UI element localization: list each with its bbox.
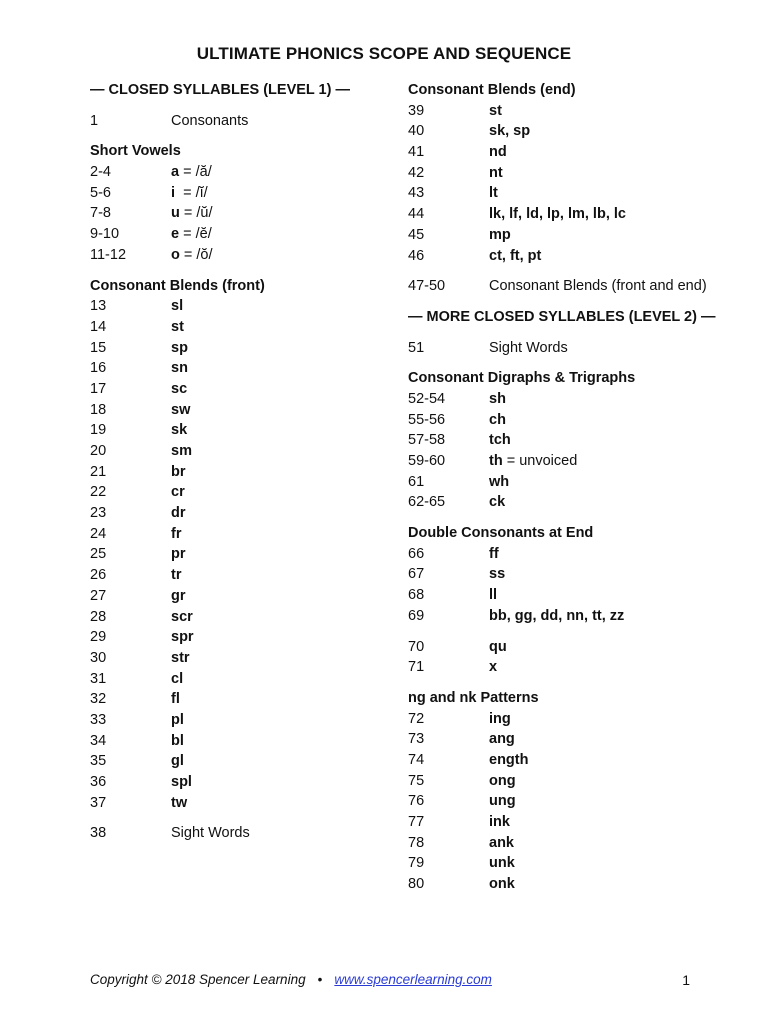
lesson-row-71: [408, 657, 738, 678]
lesson-number: 42: [408, 164, 425, 181]
phonics-pattern: sh: [489, 390, 506, 407]
lesson-number: 35: [90, 753, 107, 770]
lesson-row-15: [90, 338, 390, 359]
lesson-content: [489, 246, 541, 267]
lesson-number: 62-65: [408, 494, 446, 511]
lesson-row-37: [90, 793, 390, 814]
section-heading: Consonant Digraphs & Trigraphs: [408, 370, 636, 387]
phonics-pattern: cr: [171, 484, 185, 501]
lesson-row-9-10: [90, 224, 390, 245]
phonics-pattern: u: [171, 205, 180, 222]
lesson-content: [171, 544, 186, 565]
lesson-number: 67: [408, 566, 425, 583]
lesson-content: [489, 451, 577, 472]
phonics-pattern: lt: [489, 185, 498, 202]
lesson-content: [171, 627, 194, 648]
lesson-row-41: [408, 142, 738, 163]
lesson-row-20: [90, 441, 390, 462]
lesson-row-35: [90, 751, 390, 772]
lesson-number: 30: [90, 649, 107, 666]
lesson-content: [489, 585, 497, 606]
phonics-pattern: sl: [171, 298, 184, 315]
lesson-content: [489, 472, 509, 493]
lesson-number: 24: [90, 525, 107, 542]
phonics-pattern: ll: [489, 587, 498, 604]
page-number: 1: [682, 972, 690, 988]
lesson-row-28: [90, 607, 390, 628]
lesson-content: [489, 771, 516, 792]
lesson-description: = /ŏ/: [179, 246, 213, 263]
lesson-number: 61: [408, 473, 425, 490]
lesson-row-13: [90, 296, 390, 317]
lesson-number: 37: [90, 794, 107, 811]
lesson-row-57-58: [408, 430, 738, 451]
lesson-row-70: [408, 637, 738, 658]
phonics-pattern: ss: [489, 566, 506, 583]
lesson-content: [171, 607, 193, 628]
phonics-pattern: bl: [171, 732, 184, 749]
phonics-pattern: ong: [489, 772, 516, 789]
phonics-pattern: x: [489, 659, 498, 676]
phonics-pattern: onk: [489, 876, 515, 893]
lesson-number: 74: [408, 751, 425, 768]
phonics-pattern: qu: [489, 638, 507, 655]
lesson-number: 41: [408, 144, 425, 161]
phonics-pattern: unk: [489, 855, 515, 872]
phonics-pattern: bb, gg, dd, nn, tt, zz: [489, 607, 625, 624]
phonics-pattern: tr: [171, 567, 182, 584]
lesson-number: 7-8: [90, 205, 111, 222]
phonics-pattern: sw: [171, 401, 191, 418]
phonics-pattern: lk, lf, ld, lp, lm, lb, lc: [489, 206, 626, 223]
lesson-row-67: [408, 564, 738, 585]
lesson-content: [171, 224, 212, 245]
lesson-content: [171, 482, 185, 503]
lesson-row-43: [408, 183, 738, 204]
phonics-pattern: ung: [489, 793, 516, 810]
phonics-pattern: nd: [489, 144, 507, 161]
lesson-content: [171, 441, 192, 462]
lesson-number: 18: [90, 401, 107, 418]
lesson-number: 14: [90, 318, 107, 335]
lesson-number: 32: [90, 691, 107, 708]
lesson-number: 38: [90, 825, 107, 842]
lesson-description: = /ĕ/: [179, 226, 212, 243]
lesson-content: [171, 420, 187, 441]
lesson-content: [171, 338, 188, 359]
lesson-number: 75: [408, 772, 425, 789]
lesson-row-40: [408, 121, 738, 142]
lesson-content: [171, 111, 248, 132]
lesson-number: 17: [90, 380, 107, 397]
lesson-number: 68: [408, 587, 425, 604]
section-heading: Consonant Blends (end): [408, 82, 576, 98]
lesson-content: [489, 121, 530, 142]
lesson-content: [489, 410, 506, 431]
lesson-content: [171, 183, 208, 204]
phonics-pattern: str: [171, 649, 190, 666]
lesson-description: = /ŭ/: [179, 205, 213, 222]
lesson-content: [171, 358, 188, 379]
lesson-row-11-12: [90, 245, 390, 266]
lesson-row-17: [90, 379, 390, 400]
lesson-row-2-4: [90, 162, 390, 183]
phonics-pattern: ang: [489, 731, 515, 748]
lesson-content: [171, 772, 192, 793]
phonics-pattern: o: [171, 246, 180, 263]
lesson-number: 34: [90, 732, 107, 749]
lesson-number: 16: [90, 360, 107, 377]
section-heading: Consonant Blends (front): [90, 277, 265, 294]
lesson-number: 55-56: [408, 411, 446, 428]
lesson-content: [489, 142, 507, 163]
phonics-pattern: mp: [489, 226, 511, 243]
phonics-pattern: ank: [489, 834, 514, 851]
phonics-pattern: sp: [171, 339, 188, 356]
lesson-content: [489, 204, 626, 225]
lesson-row-73: [408, 729, 738, 750]
lesson-row-36: [90, 772, 390, 793]
lesson-row-16: [90, 358, 390, 379]
phonics-pattern: gl: [171, 753, 184, 770]
lesson-row-45: [408, 225, 738, 246]
lesson-row-18: [90, 400, 390, 421]
phonics-pattern: sk, sp: [489, 123, 531, 140]
lesson-content: [489, 338, 568, 359]
lesson-row-75: [408, 771, 738, 792]
lesson-content: [171, 648, 190, 669]
lesson-content: [489, 225, 511, 246]
lesson-number: 26: [90, 567, 107, 584]
lesson-content: [171, 162, 212, 183]
lesson-number: 66: [408, 545, 425, 562]
lesson-row-23: [90, 503, 390, 524]
lesson-content: [171, 689, 180, 710]
phonics-pattern: ff: [489, 545, 499, 562]
phonics-pattern: dr: [171, 505, 186, 522]
lesson-description: Sight Words: [489, 339, 568, 356]
lesson-number: 44: [408, 206, 425, 223]
phonics-pattern: ct, ft, pt: [489, 247, 542, 264]
lesson-row-21: [90, 462, 390, 483]
lesson-number: 1: [90, 112, 99, 129]
lesson-number: 36: [90, 774, 107, 790]
section-heading: — MORE CLOSED SYLLABLES (LEVEL 2) —: [408, 308, 716, 325]
lesson-number: 70: [408, 638, 425, 655]
lesson-number: 46: [408, 247, 425, 264]
lesson-number: 78: [408, 834, 425, 851]
lesson-row-78: [408, 833, 738, 854]
lesson-description: Consonants: [171, 112, 249, 129]
lesson-row-5-6: [90, 183, 390, 204]
lesson-row-55-56: [408, 410, 738, 431]
website-link[interactable]: www.spencerlearning.com: [334, 972, 492, 987]
phonics-pattern: sm: [171, 443, 192, 459]
phonics-pattern: st: [171, 318, 184, 335]
lesson-content: [489, 492, 505, 513]
lesson-number: 5-6: [90, 184, 111, 201]
lesson-row-46: [408, 246, 738, 267]
lesson-content: [489, 729, 515, 750]
lesson-content: [489, 812, 510, 833]
lesson-row-76: [408, 791, 738, 812]
lesson-content: [489, 544, 499, 565]
lesson-content: [171, 586, 186, 607]
lesson-number: 31: [90, 670, 107, 687]
lesson-number: 27: [90, 587, 107, 604]
phonics-pattern: ength: [489, 751, 529, 768]
lesson-number: 69: [408, 607, 425, 624]
lesson-row-1: [90, 111, 390, 132]
lesson-row-42: [408, 163, 738, 184]
lesson-content: [171, 379, 187, 400]
lesson-row-44: [408, 204, 738, 225]
lesson-number: 13: [90, 298, 107, 315]
phonics-pattern: ck: [489, 494, 506, 511]
lesson-description: Sight Words: [171, 825, 250, 842]
lesson-number: 22: [90, 484, 107, 501]
lesson-content: [489, 606, 624, 627]
lesson-number: 76: [408, 793, 425, 810]
lesson-row-24: [90, 524, 390, 545]
document-title: ULTIMATE PHONICS SCOPE AND SEQUENCE: [196, 44, 572, 63]
lesson-number: 20: [90, 443, 107, 459]
phonics-pattern: st: [489, 102, 502, 119]
lesson-number: 47-50: [408, 278, 446, 295]
phonics-pattern: nt: [489, 164, 503, 181]
lesson-description: = /ĭ/: [175, 184, 208, 201]
section-heading: ng and nk Patterns: [408, 689, 539, 706]
lesson-row-25: [90, 544, 390, 565]
phonics-pattern: tw: [171, 794, 188, 811]
lesson-row-68: [408, 585, 738, 606]
lesson-number: 77: [408, 814, 425, 830]
section-heading: — CLOSED SYLLABLES (LEVEL 1) —: [90, 82, 350, 98]
lesson-content: [171, 462, 186, 483]
section-heading: Double Consonants at End: [408, 525, 594, 542]
lesson-number: 9-10: [90, 226, 120, 243]
lesson-content: [171, 793, 187, 814]
lesson-number: 2-4: [90, 164, 111, 181]
lesson-content: [171, 751, 184, 772]
lesson-number: 40: [408, 123, 425, 140]
section-heading: Short Vowels: [90, 143, 181, 160]
lesson-number: 71: [408, 659, 425, 676]
lesson-row-22: [90, 482, 390, 503]
lesson-content: [489, 430, 511, 451]
lesson-content: [489, 183, 498, 204]
lesson-number: 51: [408, 339, 425, 356]
phonics-pattern: ink: [489, 814, 510, 830]
lesson-number: 80: [408, 876, 425, 893]
lesson-number: 79: [408, 855, 425, 872]
lesson-number: 28: [90, 608, 107, 625]
lesson-row-32: [90, 689, 390, 710]
lesson-row-69: [408, 606, 738, 627]
lesson-row-33: [90, 710, 390, 731]
phonics-pattern: gr: [171, 587, 186, 604]
lesson-row-31: [90, 669, 390, 690]
lesson-row-29: [90, 627, 390, 648]
lesson-content: [489, 874, 515, 895]
phonics-pattern: fr: [171, 525, 182, 542]
lesson-content: [489, 101, 502, 122]
lesson-row-51: [408, 338, 738, 359]
lesson-row-47-50: [408, 276, 738, 297]
lesson-row-7-8: [90, 203, 390, 224]
lesson-number: 29: [90, 629, 107, 646]
phonics-pattern: tch: [489, 432, 511, 449]
lesson-content: [489, 791, 516, 812]
phonics-pattern: th: [489, 453, 503, 469]
lesson-number: 25: [90, 546, 107, 563]
phonics-pattern: br: [171, 463, 186, 480]
phonics-pattern: cl: [171, 670, 184, 687]
lesson-number: 57-58: [408, 432, 446, 449]
lesson-number: 33: [90, 711, 107, 728]
phonics-pattern: pl: [171, 711, 184, 728]
lesson-row-61: [408, 472, 738, 493]
lesson-number: 43: [408, 185, 425, 202]
lesson-row-27: [90, 586, 390, 607]
lesson-content: [489, 637, 507, 658]
lesson-row-14: [90, 317, 390, 338]
lesson-number: 15: [90, 339, 107, 356]
lesson-content: [171, 503, 186, 524]
lesson-content: [489, 389, 506, 410]
lesson-content: [489, 163, 503, 184]
lesson-content: [171, 296, 183, 317]
lesson-description: = /ă/: [179, 164, 212, 181]
lesson-description: = unvoiced: [502, 453, 578, 469]
footer: [90, 970, 680, 990]
lesson-row-59-60: [408, 451, 738, 472]
lesson-content: [171, 317, 184, 338]
lesson-content: [489, 853, 515, 874]
lesson-row-74: [408, 750, 738, 771]
lesson-content: [171, 669, 183, 690]
lesson-number: 59-60: [408, 453, 446, 469]
lesson-row-52-54: [408, 389, 738, 410]
phonics-pattern: sc: [171, 380, 188, 397]
phonics-pattern: spr: [171, 629, 194, 646]
lesson-row-80: [408, 874, 738, 895]
lesson-content: [171, 245, 213, 266]
footer-separator: •: [317, 972, 323, 987]
phonics-pattern: pr: [171, 546, 186, 563]
phonics-pattern: ch: [489, 411, 506, 428]
lesson-row-34: [90, 731, 390, 752]
lesson-number: 19: [90, 422, 107, 439]
lesson-number: 73: [408, 731, 425, 748]
lesson-content: [171, 710, 184, 731]
lesson-row-77: [408, 812, 738, 833]
lesson-number: 23: [90, 505, 107, 522]
lesson-row-79: [408, 853, 738, 874]
lesson-number: 21: [90, 463, 107, 480]
lesson-row-30: [90, 648, 390, 669]
lesson-number: 52-54: [408, 390, 446, 407]
lesson-number: 39: [408, 102, 425, 119]
lesson-row-66: [408, 544, 738, 565]
lesson-number: 72: [408, 710, 425, 727]
lesson-content: [171, 565, 181, 586]
lesson-content: [171, 203, 213, 224]
phonics-pattern: scr: [171, 608, 193, 625]
lesson-content: [171, 524, 181, 545]
phonics-pattern: e: [171, 226, 180, 243]
lesson-number: 45: [408, 226, 425, 243]
phonics-pattern: ing: [489, 710, 511, 727]
copyright-text: Copyright © 2018 Spencer Learning: [90, 972, 306, 987]
phonics-pattern: sn: [171, 360, 188, 377]
lesson-content: [489, 564, 505, 585]
lesson-content: [171, 731, 184, 752]
lesson-content: [489, 657, 497, 678]
lesson-row-62-65: [408, 492, 738, 513]
lesson-row-26: [90, 565, 390, 586]
phonics-pattern: wh: [489, 473, 510, 490]
lesson-content: [171, 823, 250, 844]
phonics-pattern: spl: [171, 774, 192, 790]
left-column: [90, 80, 390, 844]
lesson-content: [489, 709, 511, 730]
lesson-number: 11-12: [90, 246, 127, 263]
lesson-content: [171, 400, 190, 421]
lesson-description: Consonant Blends (front and end): [489, 278, 707, 295]
phonics-pattern: a: [171, 164, 180, 181]
lesson-content: [489, 750, 528, 771]
lesson-row-39: [408, 101, 738, 122]
lesson-content: [489, 833, 514, 854]
phonics-pattern: i: [171, 184, 176, 201]
lesson-content: [489, 276, 707, 297]
right-column: [408, 80, 738, 895]
lesson-row-72: [408, 709, 738, 730]
lesson-row-19: [90, 420, 390, 441]
phonics-pattern: sk: [171, 422, 188, 439]
phonics-pattern: fl: [171, 691, 180, 708]
lesson-row-38: [90, 823, 390, 844]
